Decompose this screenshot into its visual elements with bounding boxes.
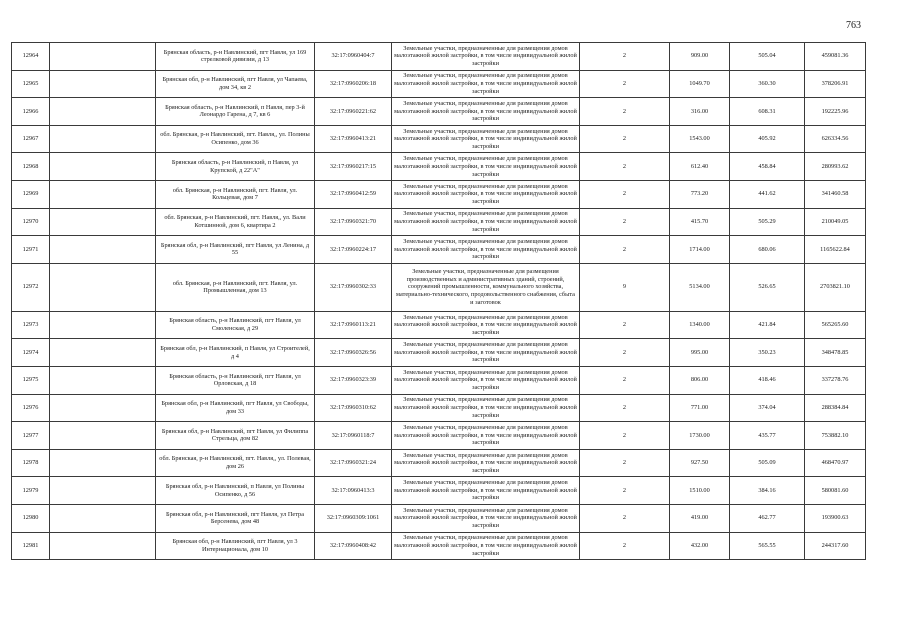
cadastral-value-cell: 210049.05 xyxy=(805,208,866,236)
land-use-cell: Земельные участки, предназначенные для размещения домов малоэтажной жилой застройки, в том числе индивидуальной жилой застройки xyxy=(392,125,580,153)
specific-value-cell: 350.23 xyxy=(730,339,805,367)
table-row xyxy=(12,422,866,450)
area-cell: 415.70 xyxy=(670,208,730,236)
group-number-cell: 2 xyxy=(580,477,670,505)
empty-cell xyxy=(50,43,156,71)
cadastral-number-cell: 32:17:0960408:42 xyxy=(315,532,392,560)
cadastral-value-cell: 341460.58 xyxy=(805,180,866,208)
address-cell: обл. Брянская, р-н Навлинский, пгт. Навля, ул. Кольцевая, дом 7 xyxy=(156,180,315,208)
group-number-cell: 2 xyxy=(580,70,670,98)
table-row xyxy=(12,366,866,394)
row-number: 12968 xyxy=(12,153,50,181)
table-row xyxy=(12,504,866,532)
row-number: 12980 xyxy=(12,504,50,532)
cadastral-number-cell: 32:17:0960217:15 xyxy=(315,153,392,181)
empty-cell xyxy=(50,394,156,422)
cadastral-number-cell: 32:17:0960221:62 xyxy=(315,98,392,126)
specific-value-cell: 384.16 xyxy=(730,477,805,505)
cadastral-value-cell: 348478.85 xyxy=(805,339,866,367)
table-row xyxy=(12,339,866,367)
address-cell: Брянская обл, р-н Навлинский, пгт Навля, ул Филиппа Стрельца, дом 82 xyxy=(156,422,315,450)
empty-cell xyxy=(50,449,156,477)
land-use-cell: Земельные участки, предназначенные для размещения домов малоэтажной жилой застройки, в том числе индивидуальной жилой застройки xyxy=(392,153,580,181)
cadastral-value-cell: 565265.60 xyxy=(805,311,866,339)
address-cell: Брянская обл, р-н Навлинский, пгт Навля, ул Свободы, дом 33 xyxy=(156,394,315,422)
table-row xyxy=(12,449,866,477)
group-number-cell: 2 xyxy=(580,180,670,208)
group-number-cell: 2 xyxy=(580,532,670,560)
empty-cell xyxy=(50,311,156,339)
land-use-cell: Земельные участки, предназначенные для размещения домов малоэтажной жилой застройки, в том числе индивидуальной жилой застройки xyxy=(392,532,580,560)
page-number: 763 xyxy=(846,20,861,31)
area-cell: 1510.00 xyxy=(670,477,730,505)
cadastral-value-cell: 280993.62 xyxy=(805,153,866,181)
land-use-cell: Земельные участки, предназначенные для размещения домов малоэтажной жилой застройки, в том числе индивидуальной жилой застройки xyxy=(392,43,580,71)
specific-value-cell: 405.92 xyxy=(730,125,805,153)
table-row xyxy=(12,43,866,71)
table-row xyxy=(12,153,866,181)
cadastral-number-cell: 32:17:0960323:39 xyxy=(315,366,392,394)
empty-cell xyxy=(50,263,156,311)
cadastral-number-cell: 32:17:0960321:24 xyxy=(315,449,392,477)
land-use-cell: Земельные участки, предназначенные для размещения домов малоэтажной жилой застройки, в том числе индивидуальной жилой застройки xyxy=(392,339,580,367)
specific-value-cell: 526.65 xyxy=(730,263,805,311)
cadastral-number-cell: 32:17:0960412:59 xyxy=(315,180,392,208)
address-cell: обл. Брянская, р-н Навлинский, пгт. Навля,, ул. Полины Осипенко, дом 36 xyxy=(156,125,315,153)
specific-value-cell: 360.30 xyxy=(730,70,805,98)
area-cell: 1049.70 xyxy=(670,70,730,98)
land-use-cell: Земельные участки, предназначенные для размещения домов малоэтажной жилой застройки, в том числе индивидуальной жилой застройки xyxy=(392,236,580,264)
specific-value-cell: 505.04 xyxy=(730,43,805,71)
group-number-cell: 2 xyxy=(580,504,670,532)
area-cell: 909.00 xyxy=(670,43,730,71)
address-cell: обл. Брянская, р-н Навлинский, пгт. Навля, ул. Промышленная, дом 13 xyxy=(156,263,315,311)
group-number-cell: 2 xyxy=(580,153,670,181)
land-use-cell: Земельные участки, предназначенные для размещения домов малоэтажной жилой застройки, в том числе индивидуальной жилой застройки xyxy=(392,422,580,450)
area-cell: 1543.00 xyxy=(670,125,730,153)
specific-value-cell: 680.06 xyxy=(730,236,805,264)
specific-value-cell: 458.84 xyxy=(730,153,805,181)
cadastral-value-cell: 580081.60 xyxy=(805,477,866,505)
table-row xyxy=(12,477,866,505)
address-cell: Брянская обл, р-н Навлинский, п Навля, ул Полины Осипенко, д 56 xyxy=(156,477,315,505)
table-row xyxy=(12,70,866,98)
address-cell: Брянская обл, р-н Навлинский, пгт Навля, ул 3 Интернационала, дом 10 xyxy=(156,532,315,560)
cadastral-number-cell: 32:17:0960224:17 xyxy=(315,236,392,264)
empty-cell xyxy=(50,504,156,532)
area-cell: 806.00 xyxy=(670,366,730,394)
cadastral-value-cell: 288384.84 xyxy=(805,394,866,422)
cadastral-value-cell: 626334.56 xyxy=(805,125,866,153)
empty-cell xyxy=(50,125,156,153)
land-use-cell: Земельные участки, предназначенные для размещения домов малоэтажной жилой застройки, в том числе индивидуальной жилой застройки xyxy=(392,208,580,236)
empty-cell xyxy=(50,532,156,560)
specific-value-cell: 462.77 xyxy=(730,504,805,532)
group-number-cell: 2 xyxy=(580,339,670,367)
area-cell: 771.00 xyxy=(670,394,730,422)
land-use-cell: Земельные участки, предназначенные для размещения домов малоэтажной жилой застройки, в том числе индивидуальной жилой застройки xyxy=(392,180,580,208)
group-number-cell: 2 xyxy=(580,311,670,339)
empty-cell xyxy=(50,236,156,264)
group-number-cell: 2 xyxy=(580,394,670,422)
row-number: 12972 xyxy=(12,263,50,311)
empty-cell xyxy=(50,70,156,98)
empty-cell xyxy=(50,422,156,450)
row-number: 12967 xyxy=(12,125,50,153)
table-row xyxy=(12,394,866,422)
cadastral-number-cell: 32:17:0960113:21 xyxy=(315,311,392,339)
group-number-cell: 2 xyxy=(580,43,670,71)
address-cell: обл. Брянская, р-н Навлинский, пгт. Навля,, ул. Вали Котшинной, дом 6, квартира 2 xyxy=(156,208,315,236)
area-cell: 432.00 xyxy=(670,532,730,560)
land-use-cell: Земельные участки, предназначенные для размещения домов малоэтажной жилой застройки, в том числе индивидуальной жилой застройки xyxy=(392,366,580,394)
specific-value-cell: 421.84 xyxy=(730,311,805,339)
specific-value-cell: 441.62 xyxy=(730,180,805,208)
empty-cell xyxy=(50,98,156,126)
row-number: 12975 xyxy=(12,366,50,394)
area-cell: 1730.00 xyxy=(670,422,730,450)
area-cell: 1714.00 xyxy=(670,236,730,264)
cadastral-number-cell: 32:17:0960413:21 xyxy=(315,125,392,153)
address-cell: Брянская область, р-н Навлинский, п Навля, ул Крупской, д 22"А" xyxy=(156,153,315,181)
area-cell: 419.00 xyxy=(670,504,730,532)
cadastral-value-table xyxy=(11,42,866,560)
row-number: 12964 xyxy=(12,43,50,71)
row-number: 12966 xyxy=(12,98,50,126)
address-cell: Брянская обл, р-н Навлинский, п Навля, ул Строителей, д 4 xyxy=(156,339,315,367)
area-cell: 773.20 xyxy=(670,180,730,208)
table-row xyxy=(12,98,866,126)
cadastral-number-cell: 32:17:0960206:18 xyxy=(315,70,392,98)
empty-cell xyxy=(50,477,156,505)
land-use-cell: Земельные участки, предназначенные для размещения домов малоэтажной жилой застройки, в том числе индивидуальной жилой застройки xyxy=(392,477,580,505)
cadastral-value-cell: 337278.76 xyxy=(805,366,866,394)
row-number: 12971 xyxy=(12,236,50,264)
table-row xyxy=(12,263,866,311)
empty-cell xyxy=(50,208,156,236)
address-cell: Брянская обл, р-н Навлинский, пгт Навля, ул Чапаева, дом 34, кв 2 xyxy=(156,70,315,98)
table-row xyxy=(12,236,866,264)
address-cell: Брянская область, р-н Навлинский, пгт Навля, ул Орловская, д 18 xyxy=(156,366,315,394)
cadastral-value-cell: 192225.96 xyxy=(805,98,866,126)
table-row xyxy=(12,311,866,339)
group-number-cell: 2 xyxy=(580,208,670,236)
group-number-cell: 2 xyxy=(580,236,670,264)
cadastral-number-cell: 32:17:0960404:7 xyxy=(315,43,392,71)
row-number: 12976 xyxy=(12,394,50,422)
land-use-cell: Земельные участки, предназначенные для размещения домов малоэтажной жилой застройки, в том числе индивидуальной жилой застройки xyxy=(392,98,580,126)
area-cell: 5134.00 xyxy=(670,263,730,311)
specific-value-cell: 374.04 xyxy=(730,394,805,422)
address-cell: Брянская область, р-н Навлинский, пгт Навля, ул 169 стрелковой дивизии, д 13 xyxy=(156,43,315,71)
table-row xyxy=(12,125,866,153)
cadastral-value-cell: 193900.63 xyxy=(805,504,866,532)
address-cell: Брянская обл, р-н Навлинский, пгт Навля, ул Ленина, д 55 xyxy=(156,236,315,264)
address-cell: Брянская область, р-н Навлинский, п Навля, пер 3-й Леонардо Гарена, д 7, кв 6 xyxy=(156,98,315,126)
area-cell: 1340.00 xyxy=(670,311,730,339)
area-cell: 995.00 xyxy=(670,339,730,367)
cadastral-value-cell: 2703821.10 xyxy=(805,263,866,311)
cadastral-value-cell: 753882.10 xyxy=(805,422,866,450)
address-cell: Брянская обл, р-н Навлинский, пгт Навля, ул Петра Берсенева, дом 48 xyxy=(156,504,315,532)
cadastral-value-cell: 468470.97 xyxy=(805,449,866,477)
group-number-cell: 2 xyxy=(580,366,670,394)
row-number: 12969 xyxy=(12,180,50,208)
area-cell: 612.40 xyxy=(670,153,730,181)
table-row xyxy=(12,532,866,560)
row-number: 12977 xyxy=(12,422,50,450)
specific-value-cell: 608.31 xyxy=(730,98,805,126)
address-cell: Брянская область, р-н Навлинский, пгт Навля, ул Смоленская, д 29 xyxy=(156,311,315,339)
row-number: 12978 xyxy=(12,449,50,477)
row-number: 12974 xyxy=(12,339,50,367)
specific-value-cell: 505.09 xyxy=(730,449,805,477)
row-number: 12970 xyxy=(12,208,50,236)
group-number-cell: 2 xyxy=(580,125,670,153)
cadastral-value-cell: 459081.36 xyxy=(805,43,866,71)
area-cell: 927.50 xyxy=(670,449,730,477)
group-number-cell: 9 xyxy=(580,263,670,311)
row-number: 12973 xyxy=(12,311,50,339)
cadastral-number-cell: 32:17:0960321:70 xyxy=(315,208,392,236)
land-use-cell: Земельные участки, предназначенные для размещения домов малоэтажной жилой застройки, в том числе индивидуальной жилой застройки xyxy=(392,449,580,477)
group-number-cell: 2 xyxy=(580,422,670,450)
land-use-cell: Земельные участки, предназначенные для размещения домов малоэтажной жилой застройки, в том числе индивидуальной жилой застройки xyxy=(392,394,580,422)
cadastral-value-cell: 1165622.84 xyxy=(805,236,866,264)
specific-value-cell: 565.55 xyxy=(730,532,805,560)
table-body xyxy=(12,43,866,560)
specific-value-cell: 418.46 xyxy=(730,366,805,394)
land-use-cell: Земельные участки, предназначенные для размещения домов малоэтажной жилой застройки, в том числе индивидуальной жилой застройки xyxy=(392,311,580,339)
table-row xyxy=(12,180,866,208)
cadastral-number-cell: 32:17:0960326:56 xyxy=(315,339,392,367)
cadastral-number-cell: 32:17:0960310:62 xyxy=(315,394,392,422)
land-use-cell: Земельные участки, предназначенные для размещения производственных и административных зданий, строений, сооружений промышленности, коммунального хозяйства, материально-технического, продовольственного снабжения, сбыта и заготовок xyxy=(392,263,580,311)
row-number: 12979 xyxy=(12,477,50,505)
row-number: 12981 xyxy=(12,532,50,560)
cadastral-number-cell: 32:17:0960302:33 xyxy=(315,263,392,311)
cadastral-value-cell: 244317.60 xyxy=(805,532,866,560)
land-use-cell: Земельные участки, предназначенные для размещения домов малоэтажной жилой застройки, в том числе индивидуальной жилой застройки xyxy=(392,70,580,98)
address-cell: обл. Брянская, р-н Навлинский, пгт. Навля,, ул. Полевая, дом 26 xyxy=(156,449,315,477)
empty-cell xyxy=(50,366,156,394)
empty-cell xyxy=(50,153,156,181)
area-cell: 316.00 xyxy=(670,98,730,126)
group-number-cell: 2 xyxy=(580,449,670,477)
land-use-cell: Земельные участки, предназначенные для размещения домов малоэтажной жилой застройки, в том числе индивидуальной жилой застройки xyxy=(392,504,580,532)
cadastral-number-cell: 32:17:0960309:1061 xyxy=(315,504,392,532)
empty-cell xyxy=(50,339,156,367)
specific-value-cell: 435.77 xyxy=(730,422,805,450)
specific-value-cell: 505.29 xyxy=(730,208,805,236)
cadastral-number-cell: 32:17:0960413:3 xyxy=(315,477,392,505)
cadastral-value-cell: 378206.91 xyxy=(805,70,866,98)
table-row xyxy=(12,208,866,236)
group-number-cell: 2 xyxy=(580,98,670,126)
row-number: 12965 xyxy=(12,70,50,98)
cadastral-number-cell: 32:17:0960118:7 xyxy=(315,422,392,450)
empty-cell xyxy=(50,180,156,208)
